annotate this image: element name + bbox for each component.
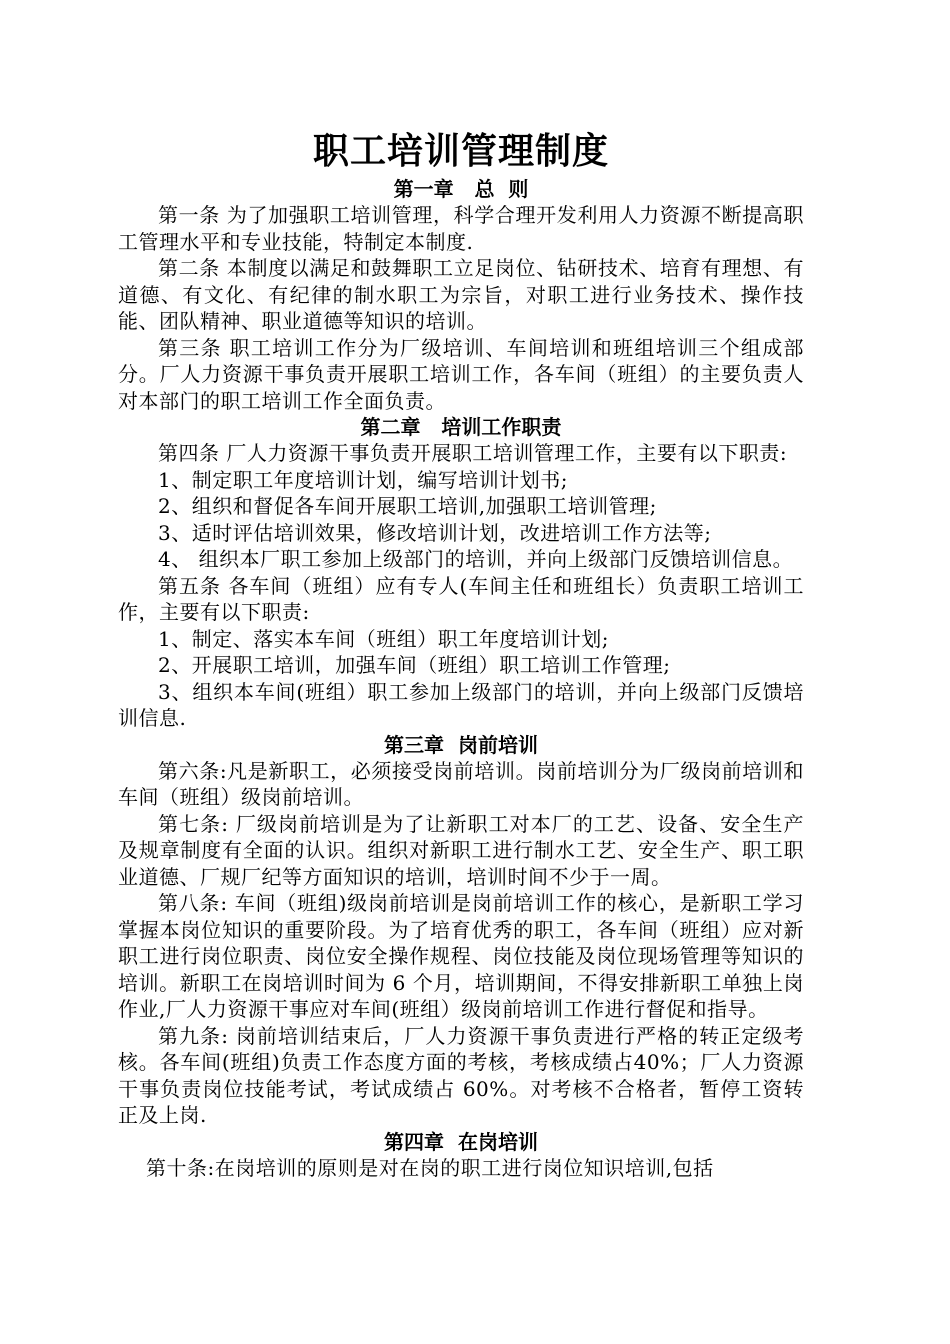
article-paragraph: 第八条: 车间（班组)级岗前培训是岗前培训工作的核心，是新职工学习掌握本岗位知识的重要阶段。为了培育优秀的职工，各车间（班组）应对新职工进行岗位职责、岗位安全操作规程、岗位技能及岗位现场管理等知识的培训。新职工在岗培训时间为 6 个月，培训期间，不得安排新职工单独上岗作业,厂人力资源干事应对车间(班组）级岗前培训工作进行督促和指导。	[118, 891, 804, 1021]
list-item: 2、开展职工培训，加强车间（班组）职工培训工作管理;	[158, 653, 671, 677]
list-item: 3、组织本车间(班组）职工参加上级部门的培训，并向上级部门反馈培训信息.	[118, 679, 804, 730]
chapter-heading: 第一章 总 则	[393, 177, 529, 201]
article-paragraph: 第七条: 厂级岗前培训是为了让新职工对本厂的工艺、设备、安全生产及规章制度有全面的认识。组织对新职工进行制水工艺、安全生产、职工职业道德、厂规厂纪等方面知识的培训，培训时间不少于一周。	[118, 811, 804, 889]
article-paragraph: 第十条:在岗培训的原则是对在岗的职工进行岗位知识培训,包括	[146, 1155, 714, 1180]
article-paragraph: 第一条 为了加强职工培训管理，科学合理开发利用人力资源不断提高职工管理水平和专业技能，特制定本制度.	[118, 203, 804, 254]
list-item: 4、 组织本厂职工参加上级部门的培训，并向上级部门反馈培训信息。	[158, 547, 794, 571]
article-paragraph: 第二条 本制度以满足和鼓舞职工立足岗位、钻研技术、培育有理想、有道德、有文化、有纪律的制水职工为宗旨，对职工进行业务技术、操作技能、团队精神、职业道德等知识的培训。	[118, 256, 804, 333]
article-paragraph: 第六条:凡是新职工，必须接受岗前培训。岗前培训分为厂级岗前培训和车间（班组）级岗前培训。	[118, 758, 804, 809]
list-item: 2、组织和督促各车间开展职工培训,加强职工培训管理;	[158, 494, 657, 518]
page-title: 职工培训管理制度	[312, 131, 609, 172]
article-paragraph: 第九条: 岗前培训结束后，厂人力资源干事负责进行严格的转正定级考核。各车间(班组)负责工作态度方面的考核，考核成绩占40%；厂人力资源干事负责岗位技能考试，考试成绩占 60%。对考核不合格者，暂停工资转正及上岗.	[118, 1023, 804, 1127]
article-paragraph: 第三条 职工培训工作分为厂级培训、车间培训和班组培训三个组成部分。厂人力资源干事负责开展职工培训工作，各车间（班组）的主要负责人对本部门的职工培训工作全面负责。	[118, 335, 804, 413]
chapter-heading: 第四章 在岗培训	[384, 1129, 538, 1154]
list-item: 3、适时评估培训效果，修改培训计划，改进培训工作方法等;	[158, 520, 712, 545]
list-item: 1、制定、落实本车间（班组）职工年度培训计划;	[158, 626, 609, 651]
list-item: 1、制定职工年度培训计划，编写培训计划书;	[158, 467, 568, 492]
article-paragraph: 第五条 各车间（班组）应有专人(车间主任和班组长）负责职工培训工作，主要有以下职责:	[118, 573, 804, 624]
chapter-heading: 第二章 培训工作职责	[360, 415, 562, 439]
chapter-heading: 第三章 岗前培训	[384, 732, 538, 757]
document-page	[118, 128, 804, 1181]
article-paragraph: 第四条 厂人力资源干事负责开展职工培训管理工作，主要有以下职责:	[158, 441, 788, 465]
